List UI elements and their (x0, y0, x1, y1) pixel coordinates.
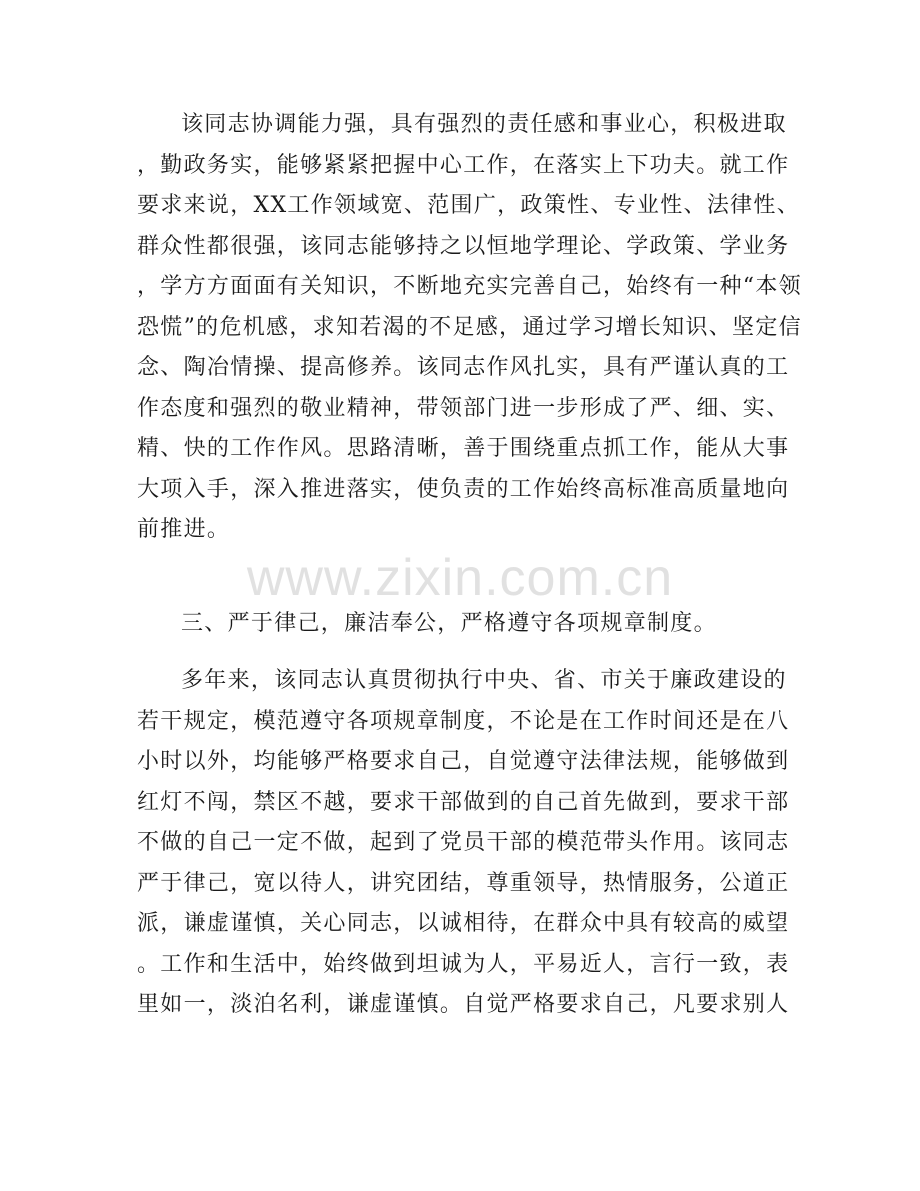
text-line: 派，谦虚谨慎，关心同志，以诚相待，在群众中具有较高的威望 (137, 911, 790, 936)
text-line: 念、陶冶情操、提高修养。该同志作风扎实，具有严谨认真的工 (137, 355, 790, 380)
text-line: 该同志协调能力强，具有强烈的责任感和事业心，积极进取 (181, 112, 787, 137)
text-line: 作态度和强烈的敬业精神，带领部门进一步形成了严、细、实、 (137, 395, 790, 421)
text-line: 红灯不闯，禁区不越，要求干部做到的自己首先做到，要求干部 (137, 789, 790, 815)
text-line: 若干规定，模范遵守各项规章制度，不论是在工作时间还是在八 (137, 708, 790, 734)
text-line: ，勤政务实，能够紧紧把握中心工作，在落实上下功夫。就工作 (137, 152, 790, 178)
text-line: 群众性都很强，该同志能够持之以恒地学理论、学政策、学业务 (137, 233, 790, 259)
text-line: 。工作和生活中，始终做到坦诚为人，平易近人，言行一致，表 (137, 951, 790, 977)
text-line: 精、快的工作作风。思路清晰，善于围绕重点抓工作，能从大事 (137, 436, 790, 461)
text-line: 恐慌”的危机感，求知若渴的不足感，通过学习增长知识、坚定信 (137, 314, 802, 340)
text-line: 多年来，该同志认真贯彻执行中央、省、市关于廉政建设的 (181, 668, 787, 693)
text-line: 前推进。 (137, 517, 231, 542)
watermark-text: www.zixin.com.cn (246, 549, 674, 607)
paragraph-integrity (137, 661, 790, 1026)
text-line: 严于律己，宽以待人，讲究团结，尊重领导，热情服务，公道正 (137, 870, 790, 896)
paragraph-work-ability (137, 105, 802, 551)
text-line: 里如一，淡泊名利，谦虚谨慎。自觉严格要求自己，凡要求别人 (137, 992, 790, 1017)
heading-text: 三、严于律己，廉洁奉公，严格遵守各项规章制度。 (181, 611, 717, 636)
section-heading-3 (137, 604, 777, 645)
text-line: 不做的自己一定不做，起到了党员干部的模范带头作用。该同志 (137, 830, 790, 855)
text-line: 要求来说，XX工作领域宽、范围广，政策性、专业性、法律性、 (137, 193, 801, 218)
text-line: 大项入手，深入推进落实，使负责的工作始终高标准高质量地向 (137, 476, 790, 502)
text-line: 小时以外，均能够严格要求自己，自觉遵守法律法规，能够做到 (137, 749, 790, 774)
text-line: ，学方方面面有关知识，不断地充实完善自己，始终有一种“本领 (137, 274, 802, 299)
